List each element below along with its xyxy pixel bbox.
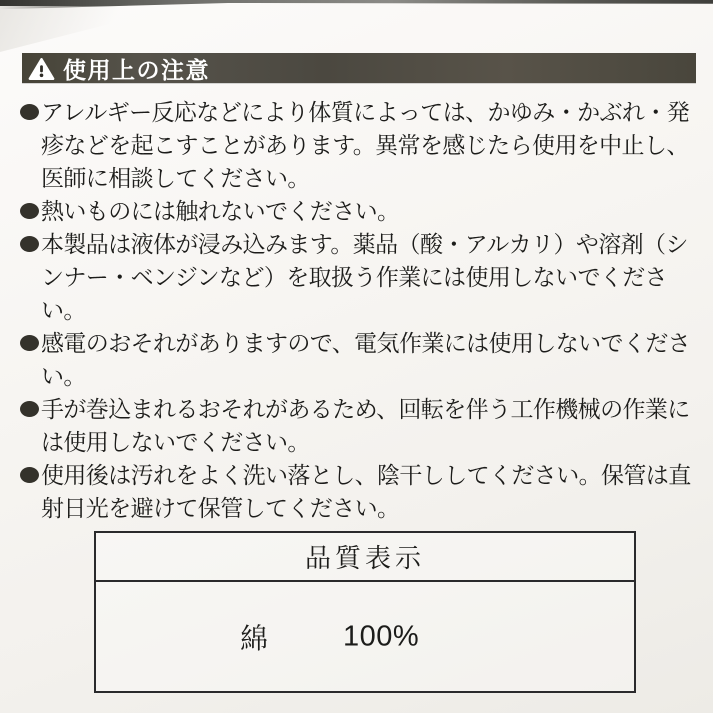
precaution-text: 本製品は液体が浸み込みます。薬品（酸・アルカリ）や溶剤（シンナー・ベンジンなど）を取扱う作業には使用しないでください。 (41, 231, 688, 323)
material-name: 綿 (240, 622, 269, 654)
bullet-icon (20, 104, 39, 120)
caution-header-title: 使用上の注意 (63, 56, 210, 83)
bullet-icon (20, 335, 39, 351)
caution-header-bar (22, 53, 696, 83)
precaution-text: 手が巻込まれるおそれがあるため、回転を伴う工作機械の作業には使用しないでください。 (41, 396, 690, 455)
bullet-icon (20, 401, 39, 417)
bullet-icon (20, 467, 39, 483)
bullet-icon (20, 203, 39, 219)
precaution-item (20, 195, 698, 228)
precaution-item (20, 96, 698, 195)
precaution-item (20, 459, 698, 525)
precaution-item (20, 228, 698, 327)
material-percentage: 100% (343, 620, 420, 652)
quality-table-title: 品質表示 (96, 533, 634, 582)
precaution-text: アレルギー反応などにより体質によっては、かゆみ・かぶれ・発疹などを起こすことがあります。異常を感じたら使用を中止し、医師に相談してください。 (41, 99, 690, 191)
bullet-icon (20, 236, 39, 252)
quality-table-row (96, 582, 634, 691)
quality-table (94, 531, 636, 693)
photo-paper-corner-sheen (0, 6, 180, 52)
precaution-text: 感電のおそれがありますので、電気作業には使用しないでください。 (41, 330, 691, 389)
warning-triangle-icon (28, 57, 55, 81)
precaution-list (20, 96, 698, 525)
precaution-item (20, 393, 698, 459)
precaution-item (20, 327, 698, 393)
precaution-text: 使用後は汚れをよく洗い落とし、陰干ししてください。保管は直射日光を避けて保管してください。 (41, 462, 691, 521)
precaution-text: 熱いものには触れないでください。 (41, 198, 400, 224)
